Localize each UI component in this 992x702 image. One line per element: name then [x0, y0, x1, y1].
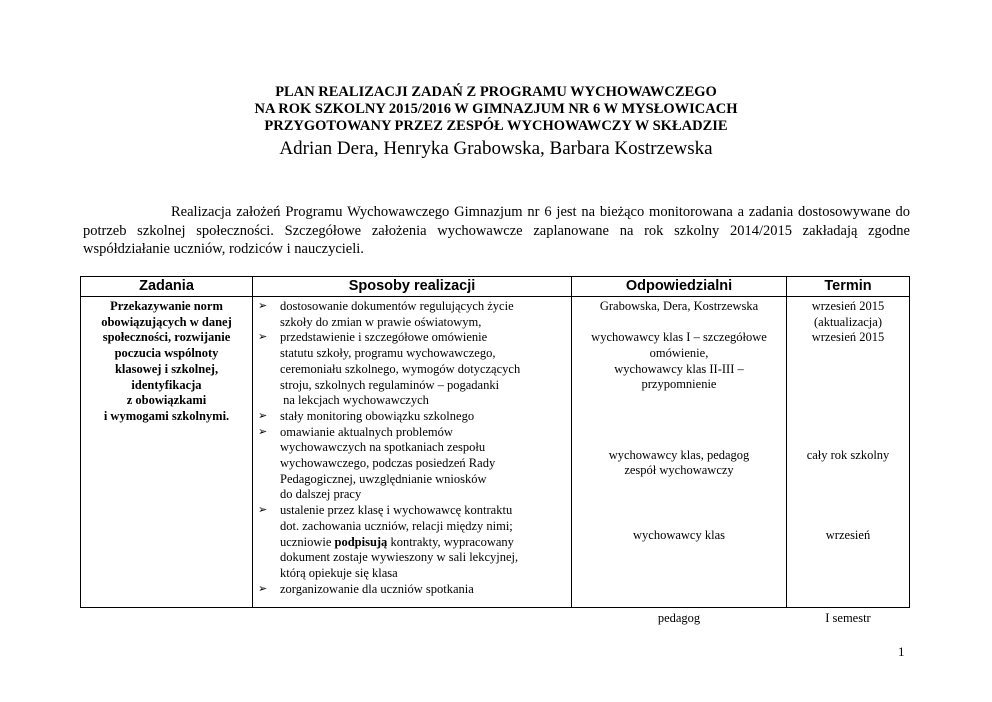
intro-paragraph [83, 203, 910, 259]
ways-list [253, 297, 571, 597]
responsible-entry: wychowawcy klas [633, 528, 725, 542]
task-line: z obowiązkami [126, 393, 207, 408]
list-item: ➢ ustalenie przez klasę i wychowawcę kontraktu dot. zachowania uczniów, relacji między nimi; uczniowie podpisują kontrakty, wypracowany dokument zostaje wywieszony w sali lekcyjnej, którą opiekuje się klasa [258, 503, 519, 580]
page-number: 1 [898, 644, 905, 659]
term-entry: wrzesień [825, 528, 871, 542]
term-entry: wrzesień 2015 [811, 299, 885, 313]
arrow-bullet-icon: ➢ [258, 504, 268, 517]
task-cell [81, 297, 253, 608]
term-entry: I semestr [825, 611, 871, 625]
task-line: klasowej i szkolnej, [114, 361, 219, 376]
arrow-bullet-icon: ➢ [258, 409, 268, 422]
header-term: Termin [787, 277, 910, 297]
task-line: Przekazywanie norm [110, 299, 223, 313]
arrow-bullet-icon: ➢ [258, 300, 268, 312]
responsible-entry: wychowawcy klas, pedagog [608, 448, 750, 462]
responsible-entry: przypomnienie [641, 377, 717, 391]
table-row [81, 297, 910, 608]
term-cell [787, 297, 910, 625]
task-line: obowiązujących w danej [101, 314, 232, 329]
responsible-entry: omówienie, [649, 346, 709, 360]
responsible-entry: wychowawcy klas II-III – [614, 362, 744, 376]
responsible-cell [572, 297, 787, 625]
arrow-bullet-icon: ➢ [258, 425, 268, 438]
emphasized-word: podpisują [334, 534, 388, 549]
responsible-entry: zespół wychowawczy [624, 463, 734, 477]
list-item: ➢ stały monitoring obowiązku szkolnego [258, 408, 475, 423]
term-entry: (aktualizacja) [813, 315, 882, 329]
doc-title-line-1: PLAN REALIZACJI ZADAŃ Z PROGRAMU WYCHOWAWCZEGO [275, 84, 717, 100]
intro-text: Realizacja założeń Programu Wychowawczego Gimnazjum nr 6 jest na bieżąco monitorowana a zadania dostosowywane do potrzeb szkolnej społeczności. Szczegółowe założenia wychowawcze zaplanowane na rok szkolny 2014/2015 zakładają zgodne współdziałanie uczniów, rodziców i nauczycieli. [83, 204, 910, 258]
ways-cell [253, 297, 572, 608]
task-line: poczucia wspólnoty [114, 346, 219, 361]
doc-authors: Adrian Dera, Henryka Grabowska, Barbara Kostrzewska [279, 138, 713, 159]
responsible-entry: wychowawcy klas I – szczegółowe [591, 330, 767, 344]
plan-table [80, 276, 910, 625]
responsible-entry: Grabowska, Dera, Kostrzewska [599, 299, 759, 313]
list-item: ➢ dostosowanie dokumentów regulujących życie szkoły do zmian w prawie oświatowym, [258, 299, 514, 329]
doc-title-line-2: NA ROK SZKOLNY 2015/2016 W GIMNAZJUM NR 6 W MYSŁOWICACH [254, 101, 738, 117]
doc-title-line-3: PRZYGOTOWANY PRZEZ ZESPÓŁ WYCHOWAWCZY W SKŁADZIE [264, 118, 728, 134]
list-item: ➢ zorganizowanie dla uczniów spotkania [258, 581, 474, 596]
task-line: i wymogami szkolnymi. [103, 408, 230, 423]
list-item: ➢ przedstawienie i szczegółowe omówienie statutu szkoły, programu wychowawczego, ceremoniału szkolnego, wymogów dotyczących stroju, szkolnych regulaminów – pogadanki na lekcjach wychowawczych [258, 330, 521, 408]
task-line: społeczności, rozwijanie [102, 330, 231, 345]
list-item: ➢ omawianie aktualnych problemów wychowawczych na spotkaniach zespołu wychowawczego, podczas posiedzeń Rady Pedagogicznej, uwzględnianie wniosków do dalszej pracy [258, 424, 496, 502]
term-entry: wrzesień 2015 [811, 330, 885, 344]
header-task: Zadania [81, 277, 253, 297]
table-header-row [81, 277, 910, 297]
task-line: identyfikacja [131, 377, 202, 392]
responsible-entry: pedagog [657, 611, 701, 625]
header-ways: Sposoby realizacji [253, 277, 572, 297]
arrow-bullet-icon: ➢ [258, 582, 268, 595]
arrow-bullet-icon: ➢ [258, 331, 268, 344]
term-entry: cały rok szkolny [806, 448, 890, 462]
header-responsible: Odpowiedzialni [572, 277, 787, 297]
